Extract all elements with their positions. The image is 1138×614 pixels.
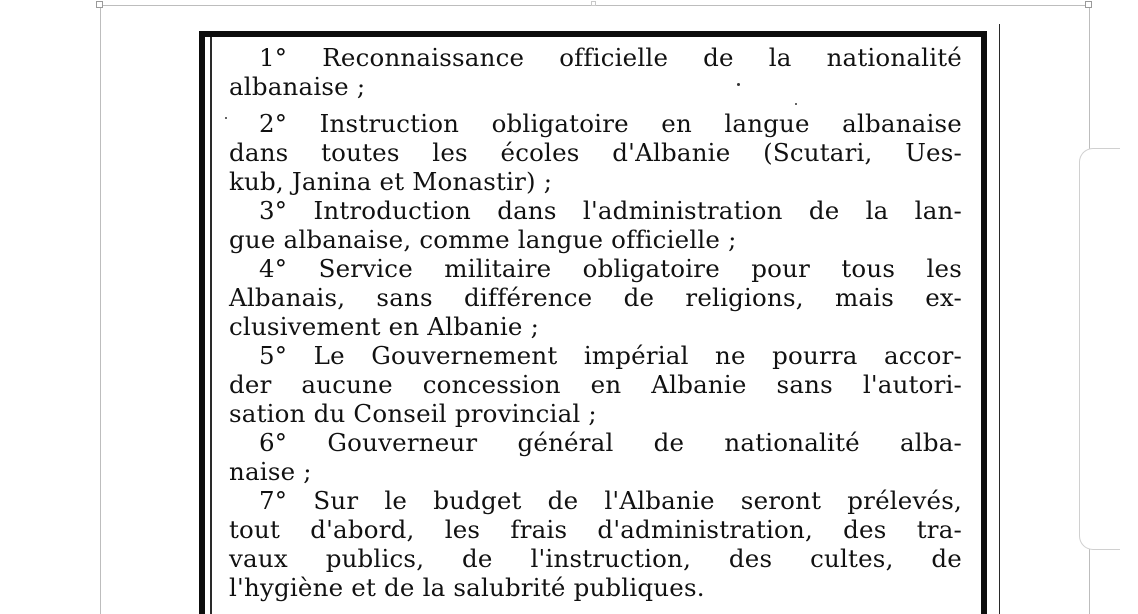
text-line: 3° Introduction dans l'administration de la lan- [259, 196, 962, 225]
print-speck [795, 103, 797, 105]
scanned-newspaper-clipping [199, 31, 987, 614]
print-speck [225, 117, 227, 119]
selection-frame-left [100, 5, 101, 614]
text-line: l'hygiène et de la salubrité publiques. [229, 573, 705, 602]
resize-handle-top-middle[interactable] [591, 1, 596, 6]
text-line: naise ; [229, 457, 312, 486]
text-line: 6° Gouverneur général de nationalité alba- [259, 428, 962, 457]
text-line: 7° Sur le budget de l'Albanie seront prélevés, [259, 486, 962, 515]
print-speck [737, 83, 740, 86]
page-margin-rule [999, 24, 1000, 614]
text-line: sation du Conseil provincial ; [229, 399, 597, 428]
text-line: kub, Janina et Monastir) ; [229, 167, 553, 196]
text-line: albanaise ; [229, 72, 366, 101]
text-line: der aucune concession en Albanie sans l'autori- [229, 370, 962, 399]
text-line: 4° Service militaire obligatoire pour tous les [259, 254, 962, 283]
text-line: 1° Reconnaissance officielle de la nationalité [259, 43, 962, 72]
text-line: tout d'abord, les frais d'administration, des tra- [229, 515, 962, 544]
column-rule [210, 37, 212, 614]
text-line: clusivement en Albanie ; [229, 312, 540, 341]
text-line: vaux publics, de l'instruction, des cultes, de [229, 544, 962, 573]
text-line: 2° Instruction obligatoire en langue albanaise [259, 109, 962, 138]
text-line: Albanais, sans différence de religions, mais ex- [229, 283, 962, 312]
side-panel-tab[interactable] [1079, 148, 1120, 550]
text-line: gue albanaise, comme langue officielle ; [229, 225, 737, 254]
text-line: dans toutes les écoles d'Albanie (Scutari, Ues- [229, 138, 962, 167]
clipping-text [229, 43, 962, 602]
text-line: 5° Le Gouvernement impérial ne pourra accor- [259, 341, 962, 370]
resize-handle-top-right[interactable] [1085, 1, 1092, 8]
resize-handle-top-left[interactable] [96, 1, 103, 8]
